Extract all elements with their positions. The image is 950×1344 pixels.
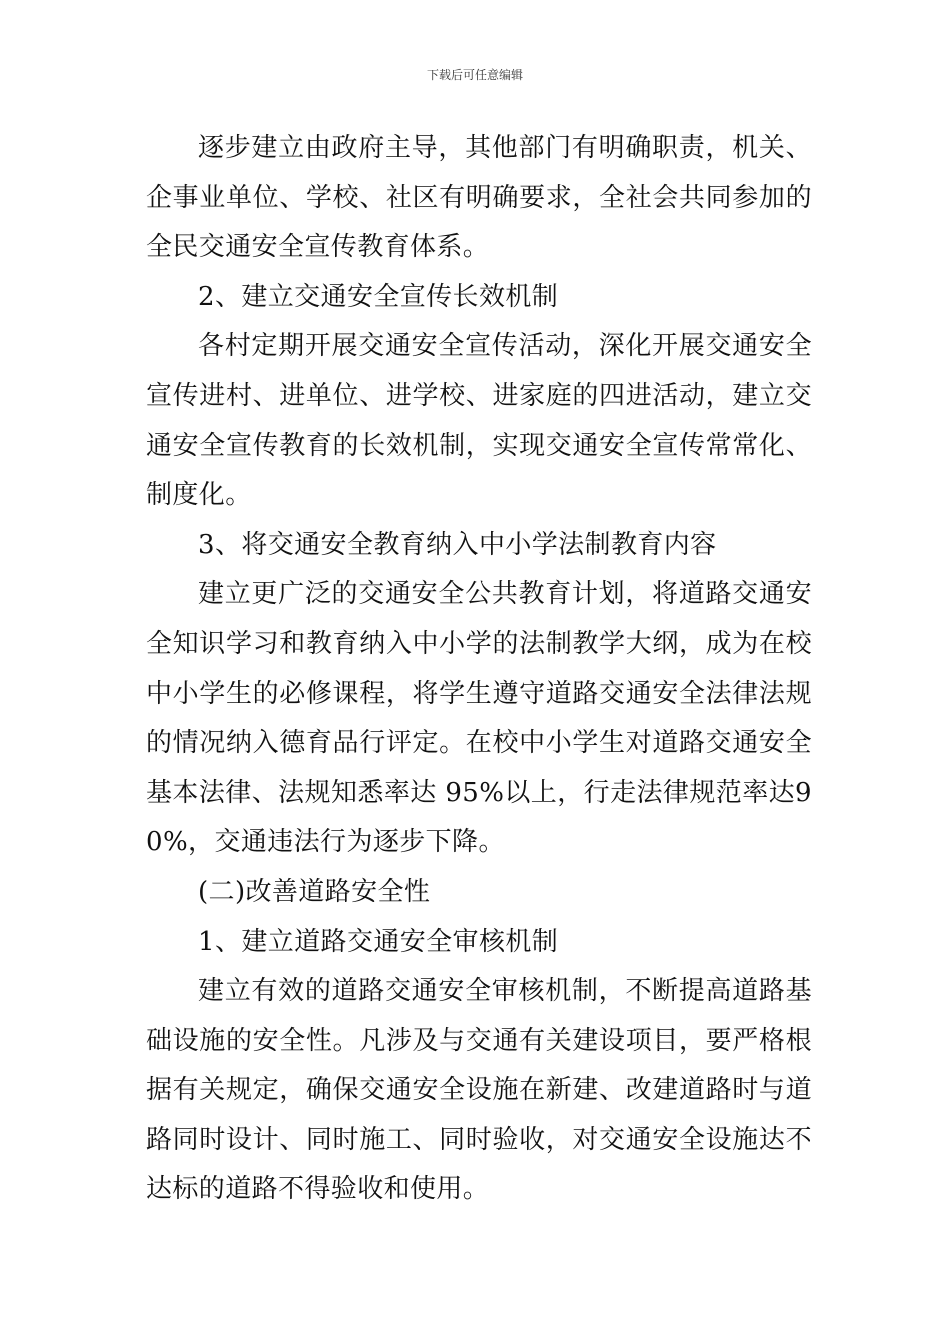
paragraph-intro: 逐步建立由政府主导，其他部门有明确职责，机关、企事业单位、学校、社区有明确要求，全社会共同参加的全民交通安全宣传教育体系。 bbox=[146, 133, 812, 263]
heading-item-1: 1、建立道路交通安全审核机制 bbox=[198, 926, 559, 957]
paragraph-item-2: 各村定期开展交通安全宣传活动，深化开展交通安全宣传进村、进单位、进学校、进家庭的四进活动，建立交通安全宣传教育的长效机制，实现交通安全宣传常常化、制度化。 bbox=[146, 331, 812, 511]
page-header-note: 下载后可任意编辑 bbox=[426, 68, 523, 82]
heading-item-2: 2、建立交通安全宣传长效机制 bbox=[198, 281, 559, 312]
section-heading-2: (二)改善道路安全性 bbox=[198, 876, 431, 907]
paragraph-item-3: 建立更广泛的交通安全公共教育计划，将道路交通安全知识学习和教育纳入中小学的法制教学大纲，成为在校中小学生的必修课程，将学生遵守道路交通安全法律法规的情况纳入德育品行评定。在校中小学生对道路交通安全基本法律、法规知悉率达 95%以上，行走法律规范率达90%，交通违法行为逐步下降。 bbox=[146, 579, 812, 858]
paragraph-item-1: 建立有效的道路交通安全审核机制，不断提高道路基础设施的安全性。凡涉及与交通有关建设项目，要严格根据有关规定，确保交通安全设施在新建、改建道路时与道路同时设计、同时施工、同时验收，对交通安全设施达不达标的道路不得验收和使用。 bbox=[146, 976, 812, 1205]
document-body bbox=[146, 124, 812, 1215]
heading-item-3: 3、将交通安全教育纳入中小学法制教育内容 bbox=[198, 529, 717, 560]
